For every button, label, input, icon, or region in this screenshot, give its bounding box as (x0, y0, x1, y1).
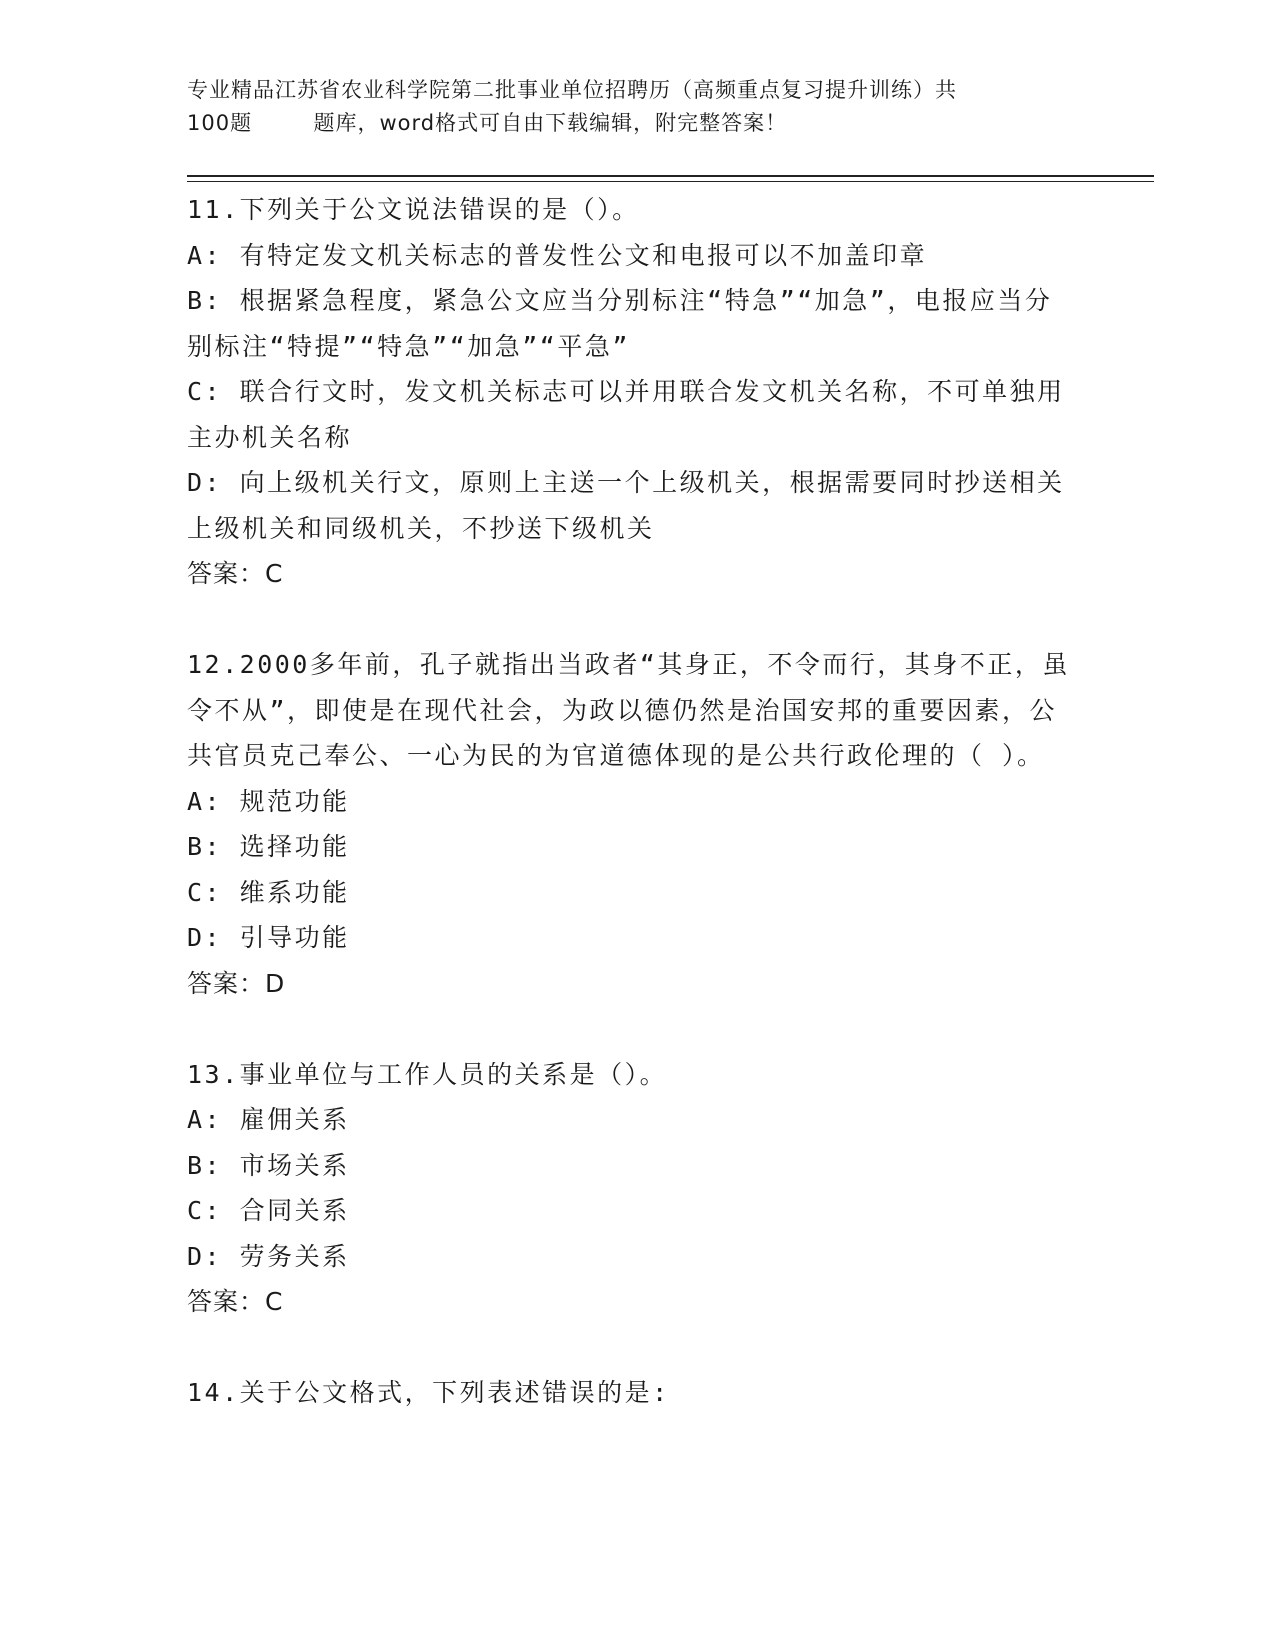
answer-line: 答案：C (187, 559, 284, 588)
option-c: C: 合同关系 (187, 1196, 350, 1225)
answer-line: 答案：D (187, 968, 286, 998)
question-spacer (187, 597, 1077, 643)
question-stem: 11.下列关于公文说法错误的是（）。 (187, 195, 640, 224)
option-d: D: 引导功能 (187, 923, 350, 952)
document-header (187, 74, 1087, 140)
option-a: A: 雇佣关系 (187, 1105, 350, 1134)
question-spacer (187, 1006, 1077, 1052)
header-divider-thin (187, 181, 1154, 182)
question-list (187, 187, 1077, 1416)
answer-line: 答案：C (187, 1287, 284, 1316)
question-spacer (187, 1325, 1077, 1371)
question-11 (187, 187, 1077, 597)
question-stem: 13.事业单位与工作人员的关系是（）。 (187, 1059, 668, 1089)
header-title-line1: 专业精品江苏省农业科学院第二批事业单位招聘历（高频重点复习提升训练）共 (187, 78, 957, 102)
question-stem: 14.关于公文格式，下列表述错误的是: (187, 1378, 670, 1407)
header-title-line2: 100题 题库，word格式可自由下载编辑，附完整答案！ (187, 111, 788, 135)
option-d: D: 劳务关系 (187, 1241, 350, 1271)
question-12 (187, 642, 1077, 1006)
option-b: B: 根据紧急程度，紧急公文应当分别标注“特急”“加急”，电报应当分别标注“特提”“特急”“加急”“平急” (187, 286, 1053, 361)
question-13 (187, 1052, 1077, 1325)
option-b: B: 市场关系 (187, 1150, 350, 1180)
question-14 (187, 1370, 1077, 1416)
option-b: B: 选择功能 (187, 832, 350, 861)
header-divider-thick (187, 175, 1154, 177)
question-stem: 12.2000多年前，孔子就指出当政者“其身正，不令而行，其身不正，虽令不从”，即使是在现代社会，为政以德仍然是治国安邦的重要因素，公共官员克己奉公、一心为民的为官道德体现的是公共行政伦理的（ ）。 (187, 650, 1070, 770)
option-c: C: 联合行文时，发文机关标志可以并用联合发文机关名称，不可单独用主办机关名称 (187, 377, 1065, 452)
option-a: A: 规范功能 (187, 786, 350, 816)
option-d: D: 向上级机关行文，原则上主送一个上级机关，根据需要同时抄送相关上级机关和同级机关，不抄送下级机关 (187, 468, 1065, 543)
option-c: C: 维系功能 (187, 877, 350, 907)
option-a: A: 有特定发文机关标志的普发性公文和电报可以不加盖印章 (187, 240, 928, 270)
